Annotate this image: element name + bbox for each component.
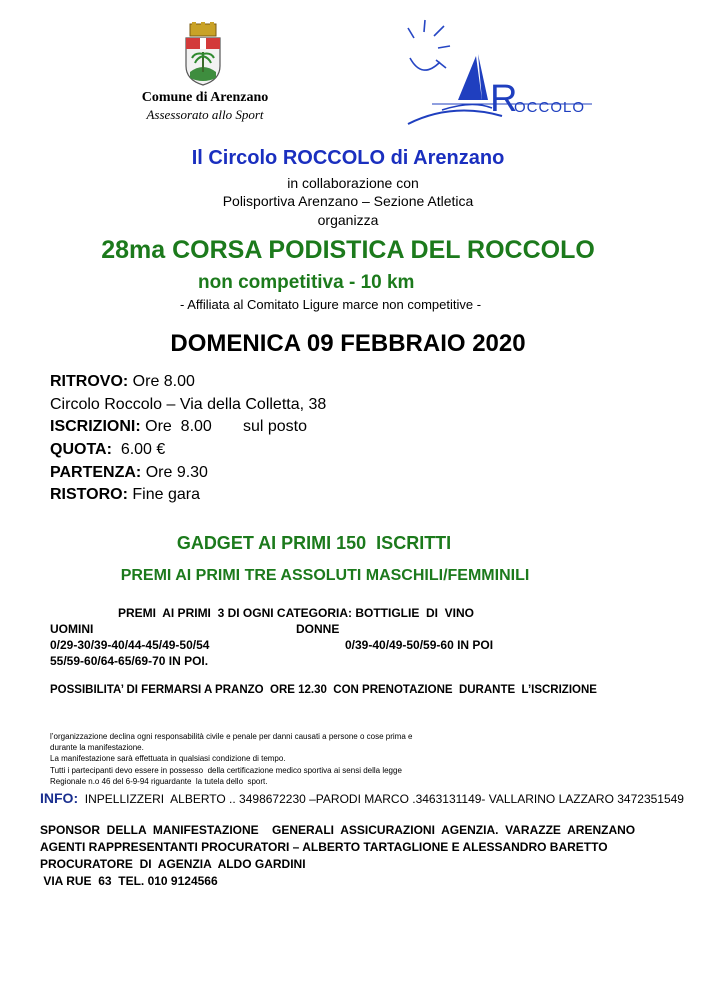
- disclaimer-line: durante la manifestazione.: [50, 743, 144, 752]
- detail-location: Circolo Roccolo – Via della Colletta, 38: [50, 396, 327, 413]
- event-subtitle: non competitiva - 10 km: [198, 272, 415, 293]
- municipality-name: Comune di Arenzano: [141, 90, 269, 105]
- detail-partenza: PARTENZA: Ore 9.30: [50, 464, 208, 481]
- sponsor-line: VIA RUE 63 TEL. 010 9124566: [40, 874, 218, 888]
- disclaimer-line: La manifestazione sarà effettuata in qualsiasi condizione di tempo.: [50, 754, 286, 763]
- sponsor-line: SPONSOR DELLA MANIFESTAZIONE GENERALI ASSICURAZIONI AGENZIA. VARAZZE ARENZANO: [40, 823, 636, 837]
- men-categories-1: 0/29-30/39-40/44-45/49-50/54: [50, 638, 210, 652]
- event-date: DOMENICA 09 FEBBRAIO 2020: [170, 330, 526, 357]
- men-label: UOMINI: [50, 622, 94, 636]
- affiliation-text: - Affiliata al Comitato Ligure marce non competitive -: [180, 297, 482, 312]
- prizes-heading: PREMI AI PRIMI TRE ASSOLUTI MASCHILI/FEMMINILI: [120, 567, 530, 584]
- sponsor-line: AGENTI RAPPRESENTANTI PROCURATORI – ALBERTO TARTAGLIONE E ALESSANDRO BARETTO: [40, 840, 608, 854]
- women-categories-1: 0/39-40/49-50/59-60 IN POI: [345, 638, 494, 652]
- event-title: 28ma CORSA PODISTICA DEL ROCCOLO: [101, 236, 595, 264]
- info-contacts: INPELLIZZERI ALBERTO .. 3498672230 –PARODI MARCO .3463131149- VALLARINO LAZZARO 3472351549: [78, 792, 684, 806]
- partner-text: Polisportiva Arenzano – Sezione Atletica: [222, 193, 474, 209]
- sponsor-line: PROCURATORE DI AGENZIA ALDO GARDINI: [40, 857, 306, 871]
- organizes-text: organizza: [317, 212, 379, 228]
- disclaimer-line: Regionale n.o 46 del 6-9-94 riguardante la tutela dello sport.: [50, 777, 268, 786]
- category-prizes: PREMI AI PRIMI 3 DI OGNI CATEGORIA: BOTTIGLIE DI VINO: [118, 606, 475, 620]
- logo-letter-r: R: [490, 78, 518, 120]
- disclaimer-line: Tutti i partecipanti devo essere in possesso della certificazione medico sportiva ai sensi della legge: [50, 766, 402, 775]
- men-categories-2: 55/59-60/64-65/69-70 IN POI.: [50, 654, 209, 668]
- coat-of-arms-icon: [182, 22, 224, 86]
- info-label: INFO:: [40, 790, 79, 806]
- collab-text: in collaborazione con: [287, 175, 419, 191]
- gadget-heading: GADGET AI PRIMI 150 ISCRITTI: [176, 533, 452, 553]
- club-heading: Il Circolo ROCCOLO di Arenzano: [191, 147, 505, 169]
- detail-quota: QUOTA: 6.00 €: [50, 441, 166, 458]
- women-label: DONNE: [296, 622, 340, 636]
- detail-iscrizioni: ISCRIZIONI: Ore 8.00 sul posto: [50, 418, 307, 435]
- logo-wordmark: OCCOLO: [514, 99, 586, 116]
- detail-ritrovo: RITROVO: Ore 8.00: [50, 373, 195, 390]
- info-line: [40, 790, 684, 806]
- department-name: Assessorato allo Sport: [146, 107, 264, 122]
- disclaimer-line: l’organizzazione declina ogni responsabilità civile e penale per danni causati a persone o cose prima e: [50, 732, 413, 741]
- lunch-info: POSSIBILITA’ DI FERMARSI A PRANZO ORE 12.30 CON PRENOTAZIONE DURANTE L’ISCRIZIONE: [50, 684, 597, 696]
- detail-ristoro: RISTORO: Fine gara: [50, 486, 200, 503]
